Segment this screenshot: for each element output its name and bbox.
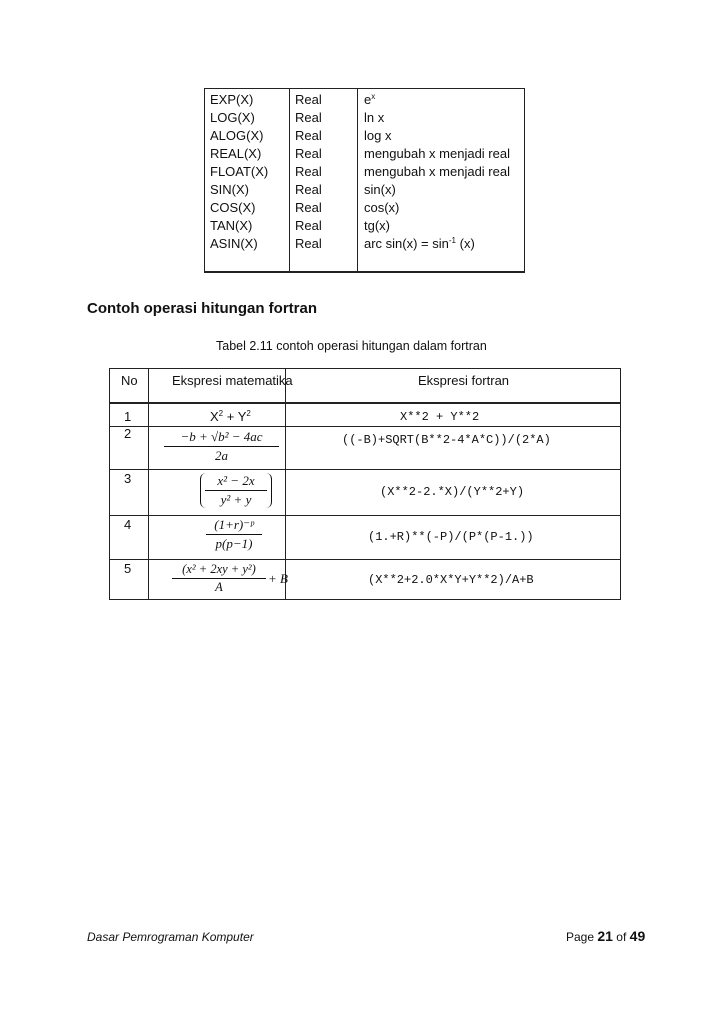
fortran-expression: (X**2-2.*X)/(Y**2+Y) xyxy=(380,485,525,499)
function-description: $e^x$ xyxy=(364,92,376,107)
fraction-numerator: (x² + 2xy + y²) xyxy=(182,562,256,576)
function-type: Real xyxy=(295,110,322,125)
fortran-expression: (1.+R)**(-P)/(P*(P-1.)) xyxy=(368,530,534,544)
fraction-denominator: A xyxy=(215,580,223,594)
table-caption: Tabel 2.11 contoh operasi hitungan dalam fortran xyxy=(216,339,487,353)
math-expression: $X^2 + Y^2$ xyxy=(210,409,251,424)
table-row-divider xyxy=(110,559,620,560)
table-row xyxy=(204,163,525,181)
table-row-divider xyxy=(110,515,620,516)
function-name: FLOAT(X) xyxy=(210,164,269,179)
table-row-divider xyxy=(110,426,620,427)
function-table xyxy=(204,88,525,273)
table-row xyxy=(204,91,525,109)
fraction-denominator: 2a xyxy=(215,448,228,463)
fortran-expression: ((-B)+SQRT(B**2-4*A*C))/(2*A) xyxy=(342,433,551,447)
function-type: Real xyxy=(295,218,322,233)
function-type: Real xyxy=(295,128,322,143)
function-type: Real xyxy=(295,200,322,215)
function-name: EXP(X) xyxy=(210,92,254,107)
row-number: 5 xyxy=(124,561,132,576)
operations-table xyxy=(109,368,621,600)
fraction-denominator: p(p−1) xyxy=(215,536,253,551)
function-name: ALOG(X) xyxy=(210,128,264,143)
function-description: mengubah x menjadi real xyxy=(364,164,510,179)
row-number: 3 xyxy=(124,471,132,486)
fraction-denominator: y² + y xyxy=(220,492,252,507)
footer-page-number: Page 21 of 49 xyxy=(566,928,646,944)
fraction-numerator: −b + √b² − 4ac xyxy=(180,429,263,444)
function-description: arc $\sin(x) = \sin^{-1} (x)$ xyxy=(364,236,475,251)
fortran-expression: X**2 + Y**2 xyxy=(400,410,480,424)
table-row xyxy=(204,199,525,217)
table-row xyxy=(204,235,525,253)
function-description: sin(x) xyxy=(364,182,396,197)
row-number: 2 xyxy=(124,426,132,441)
table-row xyxy=(204,217,525,235)
function-type: Real xyxy=(295,182,322,197)
math-expression xyxy=(164,429,279,464)
function-description: cos(x) xyxy=(364,200,400,215)
table-header-divider xyxy=(110,402,620,404)
fortran-expression: (X**2+2.0*X*Y+Y**2)/A+B xyxy=(368,573,534,587)
function-type: Real xyxy=(295,236,322,251)
function-name: ASIN(X) xyxy=(210,236,258,251)
function-type: Real xyxy=(295,92,322,107)
math-expression xyxy=(172,562,266,595)
header-fortran: Ekspresi fortran xyxy=(418,373,510,388)
function-name: REAL(X) xyxy=(210,146,262,161)
function-name: COS(X) xyxy=(210,200,256,215)
math-expression xyxy=(206,517,262,552)
footer-document-title: Dasar Pemrograman Komputer xyxy=(87,930,254,944)
function-name: TAN(X) xyxy=(210,218,253,233)
function-description: ln x xyxy=(364,110,385,125)
function-type: Real xyxy=(295,164,322,179)
table-row xyxy=(204,145,525,163)
function-description: mengubah x menjadi real xyxy=(364,146,510,161)
function-type: Real xyxy=(295,146,322,161)
table-row xyxy=(204,181,525,199)
fraction-numerator: x² − 2x xyxy=(217,473,255,488)
table-row xyxy=(204,109,525,127)
function-name: LOG(X) xyxy=(210,110,255,125)
function-description: log x xyxy=(364,128,392,143)
row-number: 1 xyxy=(124,409,132,424)
section-heading: Contoh operasi hitungan fortran xyxy=(87,300,317,317)
math-expression xyxy=(200,473,272,508)
math-addend: + B xyxy=(268,571,288,586)
function-name: SIN(X) xyxy=(210,182,249,197)
table-row-divider xyxy=(110,469,620,470)
fraction-numerator: (1+r)⁻ᵖ xyxy=(214,517,254,532)
header-math: Ekspresi matematika xyxy=(172,373,293,388)
row-number: 4 xyxy=(124,517,132,532)
header-no: No xyxy=(121,373,138,388)
table-row xyxy=(204,127,525,145)
function-description: tg(x) xyxy=(364,218,390,233)
